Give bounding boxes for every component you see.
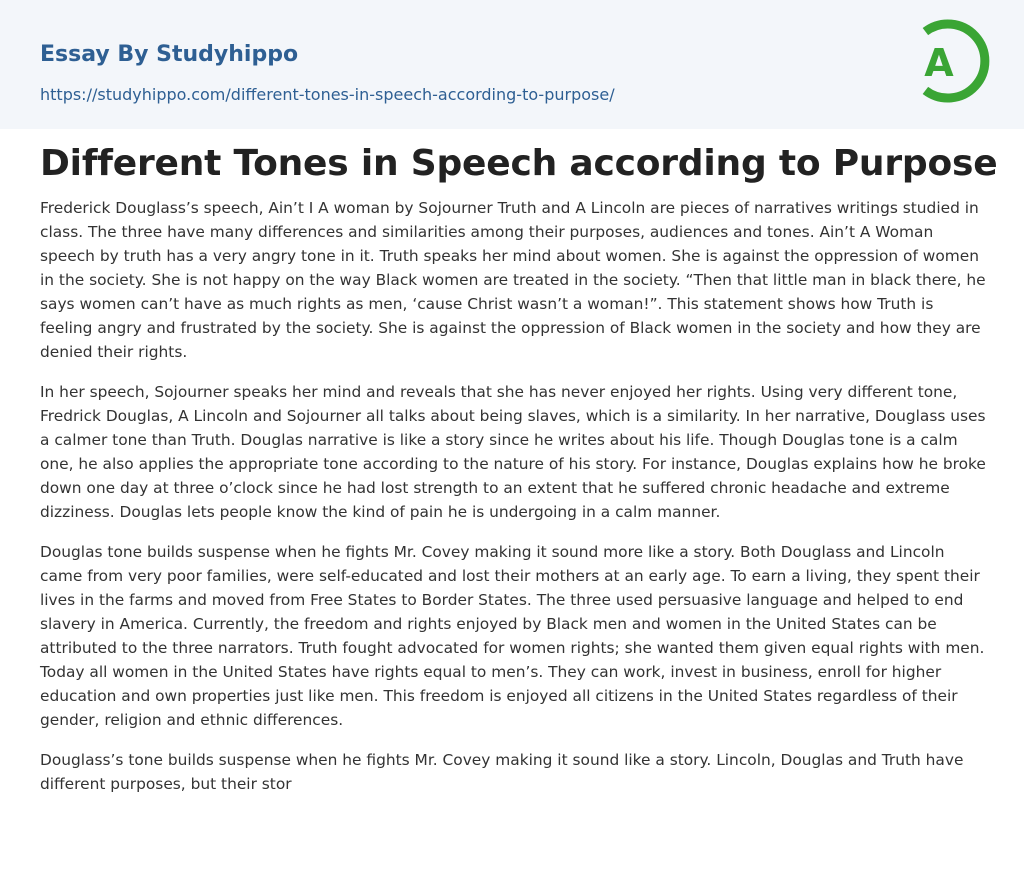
essay-url-link[interactable]: https://studyhippo.com/different-tones-in-speech-according-to-purpose/: [40, 85, 615, 104]
paragraph-1: Frederick Douglass’s speech, Ain’t I A woman by Sojourner Truth and A Lincoln are pieces of narratives writings studied in class. The three have many differences and similarities among their purposes, audiences and tones. Ain’t A Woman speech by truth has a very angry tone in it. Truth speaks her mind about women. She is against the oppression of women in the society. She is not happy on the way Black women are treated in the society. “Then that little man in black there, he says women can’t have as much rights as men, ‘cause Christ wasn’t a woman!”. This statement shows how Truth is feeling angry and frustrated by the society. She is against the oppression of Black women in the society and how they are denied their rights.: [40, 199, 986, 361]
studyhippo-logo-icon[interactable]: [906, 18, 992, 104]
logo-letter: A: [924, 41, 954, 85]
article-body: [40, 196, 990, 812]
paragraph-2: In her speech, Sojourner speaks her mind and reveals that she has never enjoyed her rights. Using very different tone, Fredrick Douglas, A Lincoln and Sojourner all talks about being slaves, which is a similarity. In her narrative, Douglass uses a calmer tone than Truth. Douglas narrative is like a story since he writes about his life. Though Douglas tone is a calm one, he also applies the appropriate tone according to the nature of his story. For instance, Douglas explains how he broke down one day at three o’clock since he had lost strength to an extent that he suffered chronic headache and extreme dizziness. Douglas lets people know the kind of pain he is undergoing in a calm manner.: [40, 383, 986, 521]
site-header: [0, 0, 1024, 129]
paragraph-3: Douglas tone builds suspense when he fights Mr. Covey making it sound more like a story. Both Douglass and Lincoln came from very poor families, were self-educated and lost their mothers at an early age. To earn a living, they spent their lives in the farms and moved from Free States to Border States. The three used persuasive language and helped to end slavery in America. Currently, the freedom and rights enjoyed by Black men and women in the United States can be attributed to the three narrators. Truth fought advocated for women rights; she wanted them given equal rights with men. Today all women in the United States have rights equal to men’s. They can work, invest in business, enroll for higher education and own properties just like men. This freedom is enjoyed all citizens in the United States regardless of their gender, religion and ethnic differences.: [40, 543, 985, 729]
paragraph-4: Douglass’s tone builds suspense when he fights Mr. Covey making it sound like a story. Lincoln, Douglas and Truth have different purposes, but their stor: [40, 751, 964, 793]
article-title: Different Tones in Speech according to Purpose: [40, 143, 998, 184]
site-brand: Essay By Studyhippo: [40, 42, 299, 67]
